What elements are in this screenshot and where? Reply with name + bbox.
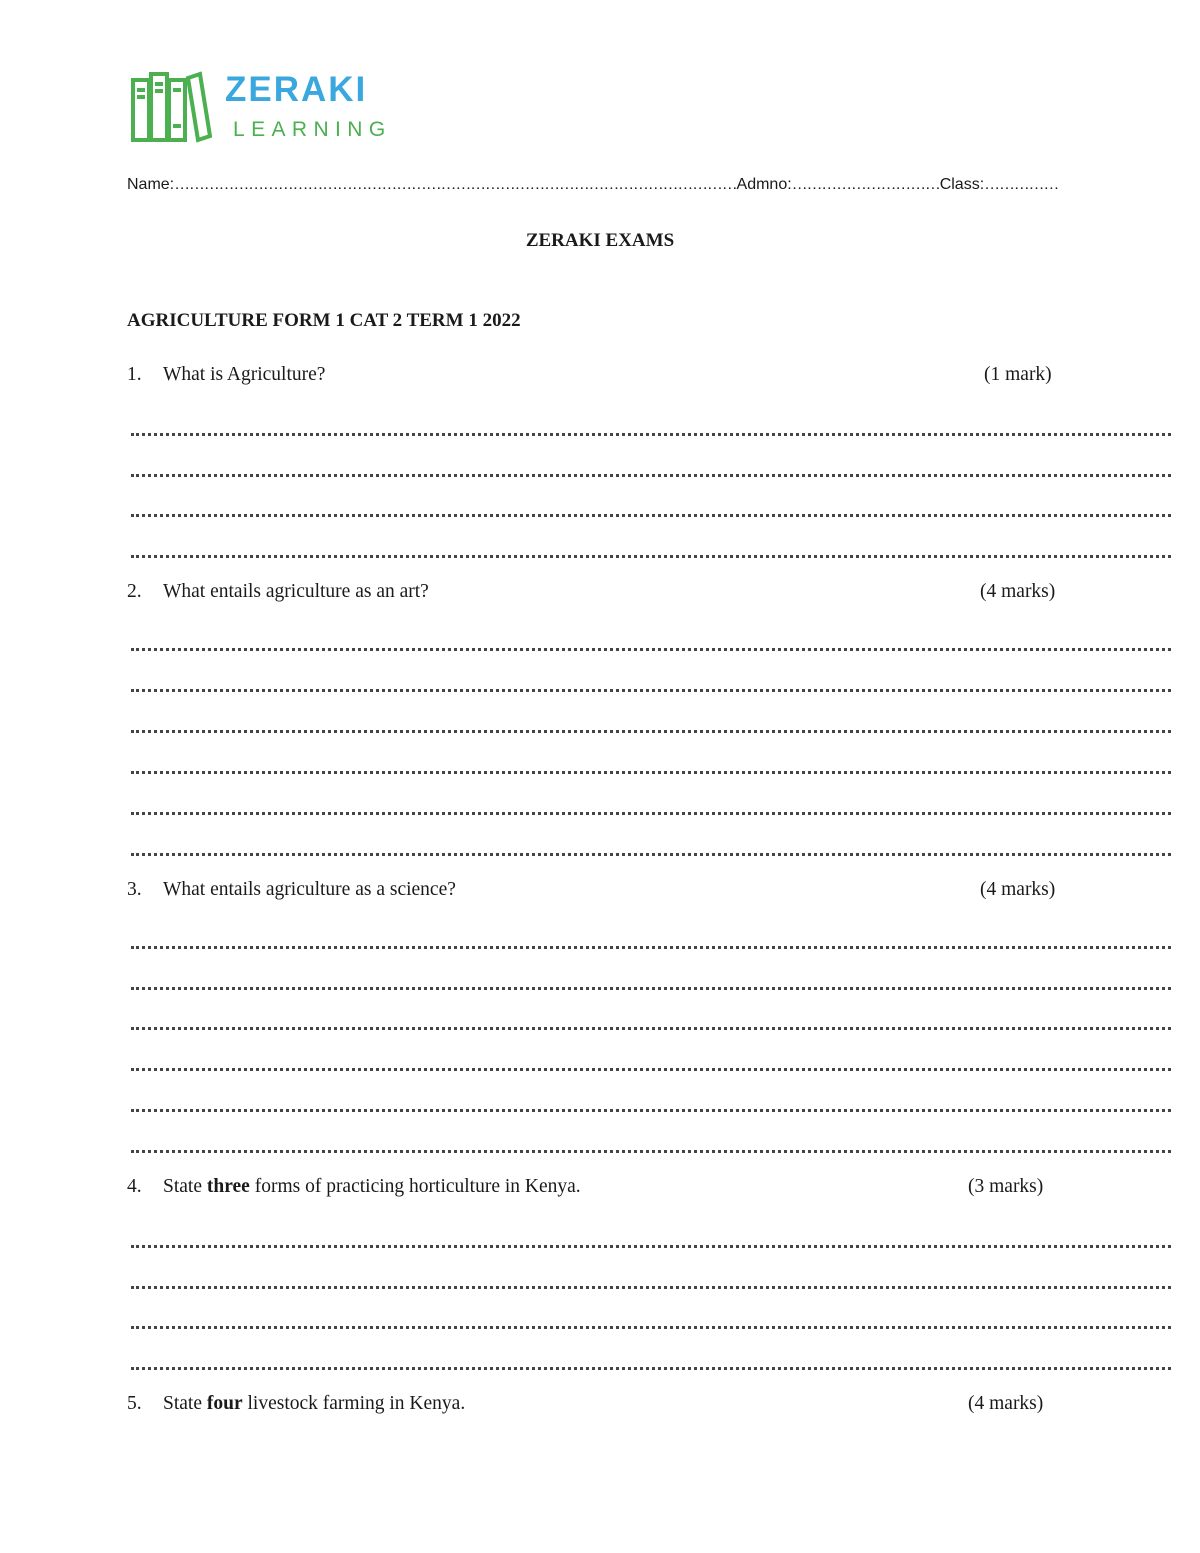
question-number: 1. — [127, 364, 142, 385]
name-label: Name: — [127, 176, 175, 193]
question-text-end: forms of practicing horticulture in Kenya. — [249, 1176, 581, 1197]
exam-title: ZERAKI EXAMS — [525, 230, 675, 251]
question-marks: (1 mark) — [984, 364, 1052, 385]
question-emphasis: three — [206, 1176, 250, 1197]
question-5 — [127, 1393, 1077, 1415]
books-icon — [130, 68, 212, 144]
question-text: What entails agriculture as an art? — [163, 581, 429, 602]
answer-line[interactable] — [131, 555, 1171, 558]
answer-line[interactable] — [131, 1326, 1171, 1329]
question-text-start: State — [163, 1393, 207, 1414]
question-emphasis: four — [206, 1393, 243, 1414]
answer-line[interactable] — [131, 1068, 1171, 1071]
question-4 — [127, 1176, 1077, 1198]
answer-line[interactable] — [131, 689, 1171, 692]
admno-label: Admno: — [736, 176, 792, 193]
answer-line[interactable] — [131, 1109, 1171, 1112]
answer-line[interactable] — [131, 987, 1171, 990]
question-2 — [127, 581, 1077, 603]
answer-line[interactable] — [131, 648, 1171, 651]
answer-line[interactable] — [131, 1150, 1171, 1153]
question-1 — [127, 364, 1077, 386]
question-number: 5. — [127, 1393, 142, 1414]
exam-subtitle: AGRICULTURE FORM 1 CAT 2 TERM 1 2022 — [127, 310, 521, 331]
brand-tagline: LEARNING — [233, 118, 392, 141]
admno-blank[interactable]: ………………………… — [791, 176, 940, 193]
question-marks: (4 marks) — [968, 1393, 1044, 1414]
question-text-start: State — [163, 1176, 207, 1197]
brand-name: ZERAKI — [225, 70, 368, 109]
answer-line[interactable] — [131, 771, 1171, 774]
answer-line[interactable] — [131, 514, 1171, 517]
question-number: 2. — [127, 581, 142, 602]
name-blank[interactable]: …………………………………………………………………………………………………… — [174, 176, 737, 193]
question-number: 4. — [127, 1176, 142, 1197]
answer-line[interactable] — [131, 730, 1171, 733]
answer-line[interactable] — [131, 853, 1171, 856]
answer-line[interactable] — [131, 1245, 1171, 1248]
question-marks: (3 marks) — [968, 1176, 1044, 1197]
question-3 — [127, 879, 1077, 901]
zeraki-logo — [130, 68, 430, 148]
answer-line[interactable] — [131, 433, 1171, 436]
class-label: Class: — [939, 176, 985, 193]
answer-line[interactable] — [131, 1027, 1171, 1030]
answer-line[interactable] — [131, 1367, 1171, 1370]
question-text: What is Agriculture? — [163, 364, 326, 385]
question-number: 3. — [127, 879, 142, 900]
answer-line[interactable] — [131, 474, 1171, 477]
answer-line[interactable] — [131, 946, 1171, 949]
class-blank[interactable]: …………… — [984, 176, 1059, 193]
question-marks: (4 marks) — [980, 581, 1056, 602]
student-info-line — [127, 176, 1077, 194]
answer-line[interactable] — [131, 812, 1171, 815]
question-marks: (4 marks) — [980, 879, 1056, 900]
answer-line[interactable] — [131, 1286, 1171, 1289]
question-text: What entails agriculture as a science? — [163, 879, 456, 900]
question-text-end: livestock farming in Kenya. — [242, 1393, 466, 1414]
